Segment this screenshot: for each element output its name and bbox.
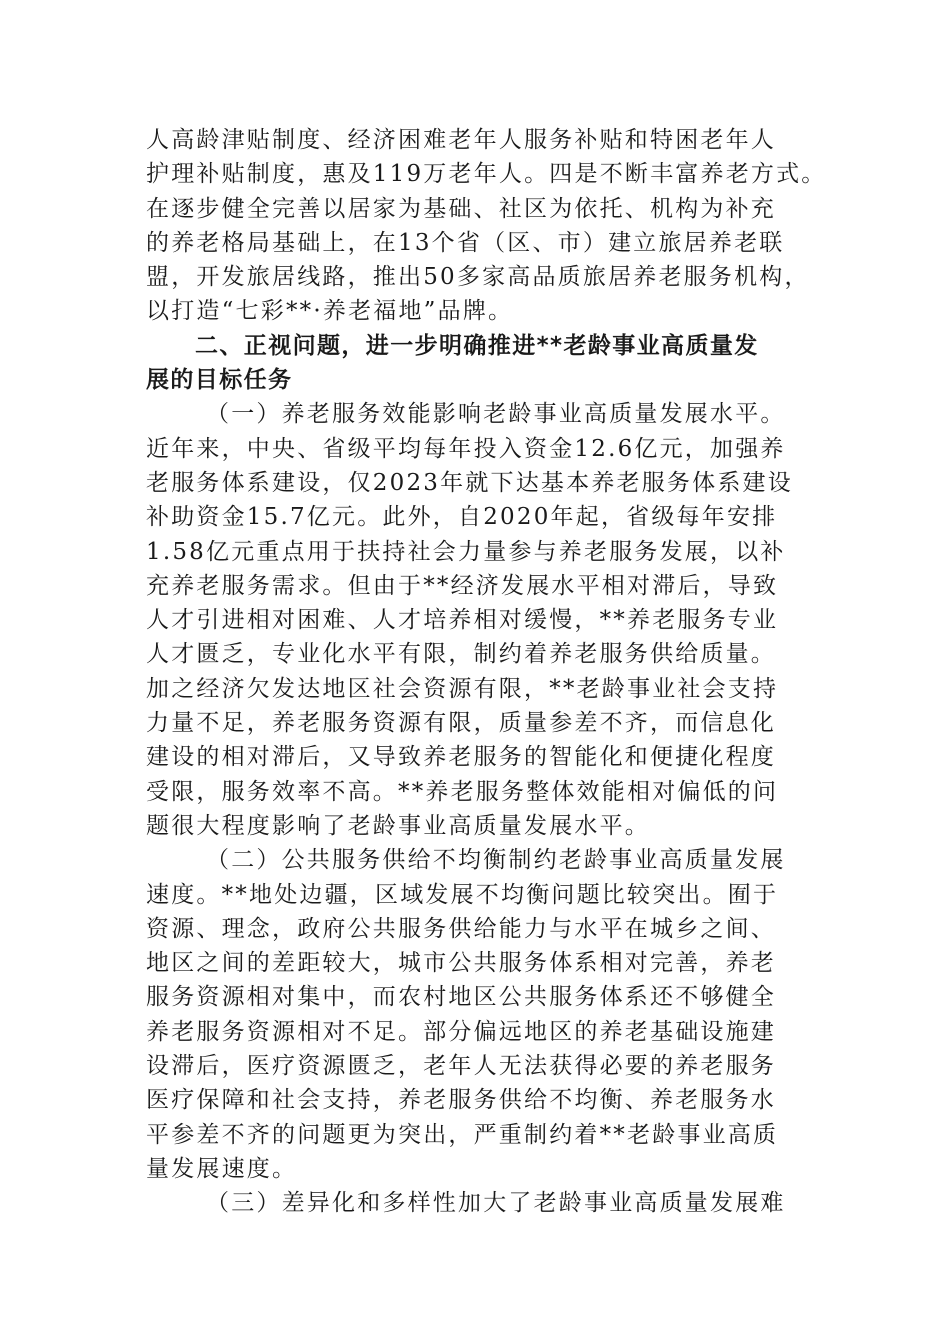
- paragraph-line: 人才引进相对困难、人才培养相对缓慢，**养老服务专业: [146, 607, 779, 634]
- paragraph-line: 力量不足，养老服务资源有限，质量参差不齐，而信息化: [146, 710, 776, 737]
- paragraph-line: 设滞后，医疗资源匮乏，老年人无法获得必要的养老服务: [146, 1053, 776, 1080]
- intro-line: 人高龄津贴制度、经济困难老年人服务补贴和特困老年人: [146, 127, 776, 153]
- section-heading: 二、正视问题，进一步明确推进**老龄事业高质量发: [195, 332, 759, 359]
- paragraph-line: 补助资金15.7亿元。此外，自2020年起，省级每年安排: [146, 504, 778, 531]
- paragraph-line: 1.58亿元重点用于扶持社会力量参与养老服务发展，以补: [146, 538, 786, 565]
- intro-line: 盟，开发旅居线路，推出50多家高品质旅居养老服务机构，: [146, 264, 810, 291]
- paragraph-line: 近年来，中央、省级平均每年投入资金12.6亿元，加强养: [146, 435, 786, 462]
- paragraph-line: 题很大程度影响了老龄事业高质量发展水平。: [146, 812, 650, 839]
- paragraph-line: 服务资源相对集中，而农村地区公共服务体系还不够健全: [146, 984, 776, 1011]
- subsection-2-heading: （二）公共服务供给不均衡制约老龄事业高质量发展: [206, 847, 786, 874]
- intro-line: 护理补贴制度，惠及119万老年人。四是不断丰富养老方式。: [146, 161, 827, 188]
- paragraph-line: 受限，服务效率不高。**养老服务整体效能相对偏低的问: [146, 778, 779, 805]
- paragraph-line: 加之经济欠发达地区社会资源有限，**老龄事业社会支持: [146, 675, 779, 702]
- intro-line: 在逐步健全完善以居家为基础、社区为依托、机构为补充: [146, 195, 776, 222]
- paragraph-line: 建设的相对滞后，又导致养老服务的智能化和便捷化程度: [146, 744, 776, 771]
- paragraph-line: 量发展速度。: [146, 1155, 298, 1182]
- paragraph-line: 资源、理念，政府公共服务供给能力与水平在城乡之间、: [146, 915, 776, 942]
- paragraph-line: 地区之间的差距较大，城市公共服务体系相对完善，养老: [146, 950, 776, 977]
- intro-line: 以打造“七彩**·养老福地”品牌。: [146, 298, 514, 325]
- document-body: [146, 123, 827, 1221]
- subsection-3-heading: （三）差异化和多样性加大了老龄事业高质量发展难: [206, 1190, 786, 1217]
- paragraph-line: 人才匮乏，专业化水平有限，制约着养老服务供给质量。: [146, 641, 776, 668]
- paragraph-line: 充养老服务需求。但由于**经济发展水平相对滞后，导致: [146, 572, 779, 599]
- paragraph-line: 平参差不齐的问题更为突出，严重制约着**老龄事业高质: [146, 1121, 779, 1148]
- paragraph-line: 养老服务资源相对不足。部分偏远地区的养老基础设施建: [146, 1018, 776, 1045]
- paragraph-line: 老服务体系建设，仅2023年就下达基本养老服务体系建设: [146, 469, 793, 496]
- section-heading-continued: 展的目标任务: [146, 367, 293, 394]
- paragraph-line: 医疗保障和社会支持，养老服务供给不均衡、养老服务水: [146, 1087, 776, 1114]
- subsection-1-heading: （一）养老服务效能影响老龄事业高质量发展水平。: [206, 401, 786, 428]
- paragraph-line: 速度。**地处边疆，区域发展不均衡问题比较突出。囿于: [146, 881, 779, 908]
- intro-line: 的养老格局基础上，在13个省（区、市）建立旅居养老联: [146, 229, 785, 256]
